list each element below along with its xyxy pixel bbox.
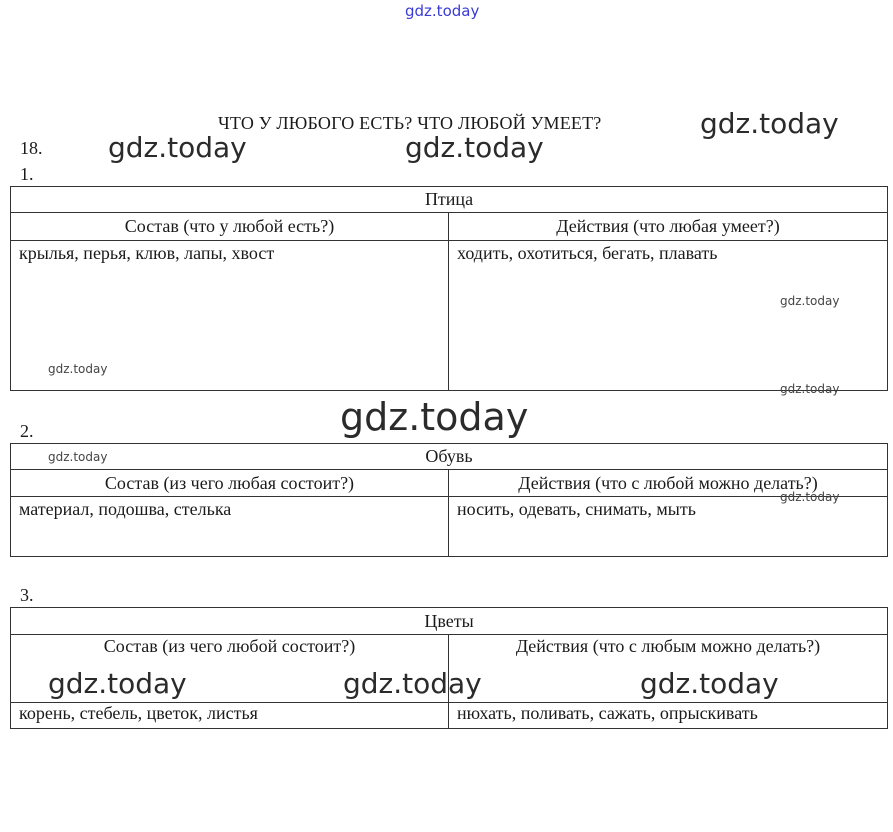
section-number-2: 2. (20, 421, 34, 441)
table-title-row (11, 608, 887, 635)
watermark-small: gdz.today (48, 450, 108, 464)
watermark-bottom-right: gdz.today (640, 667, 779, 700)
column-header-actions: Действия (что с любой можно делать?) (518, 473, 818, 493)
composition-cell: крылья, перья, клюв, лапы, хвост (11, 241, 449, 390)
column-header-actions: Действия (что с любым можно делать?) (515, 636, 821, 656)
composition-cell: материал, подошва, стелька (11, 497, 449, 556)
table-title: Птица (424, 189, 474, 209)
watermark-small: gdz.today (48, 362, 108, 376)
table-row (11, 703, 887, 728)
watermark-large: gdz.today (340, 395, 529, 439)
table-header-row (11, 213, 887, 241)
column-header-actions: Действия (что любая умеет?) (556, 216, 780, 236)
section-number-3: 3. (20, 585, 34, 605)
table-title-row (11, 444, 887, 470)
composition-cell: корень, стебель, цветок, листья (11, 703, 449, 728)
watermark-small: gdz.today (780, 490, 840, 504)
column-header-composition: Состав (что у любой есть?) (11, 213, 449, 240)
table-bird (10, 186, 888, 391)
actions-cell: нюхать, поливать, сажать, опрыскивать (457, 703, 758, 723)
watermark-top: gdz.today (405, 2, 480, 20)
watermark-mid: gdz.today (405, 131, 544, 164)
watermark-small: gdz.today (780, 294, 840, 308)
exercise-number: 18. (20, 138, 43, 158)
table-title: Цветы (424, 611, 474, 631)
column-header-composition: Состав (из чего любой состоит?) (11, 635, 449, 702)
table-row (11, 497, 887, 556)
watermark-bottom-mid: gdz.today (343, 667, 482, 700)
watermark-small: gdz.today (780, 382, 840, 396)
table-shoes (10, 443, 888, 557)
page-title: ЧТО У ЛЮБОГО ЕСТЬ? ЧТО ЛЮБОЙ УМЕЕТ? (218, 113, 602, 133)
table-title-row (11, 187, 887, 213)
table-title: Обувь (425, 446, 473, 466)
watermark-left: gdz.today (108, 131, 247, 164)
actions-cell: носить, одевать, снимать, мыть (457, 499, 696, 519)
watermark-bottom-left: gdz.today (48, 667, 187, 700)
table-row (11, 241, 887, 390)
watermark-heading: gdz.today (700, 107, 839, 140)
actions-cell: ходить, охотиться, бегать, плавать (457, 243, 718, 263)
section-number-1: 1. (20, 164, 34, 184)
column-header-composition: Состав (из чего любая состоит?) (11, 470, 449, 496)
table-header-row (11, 470, 887, 497)
